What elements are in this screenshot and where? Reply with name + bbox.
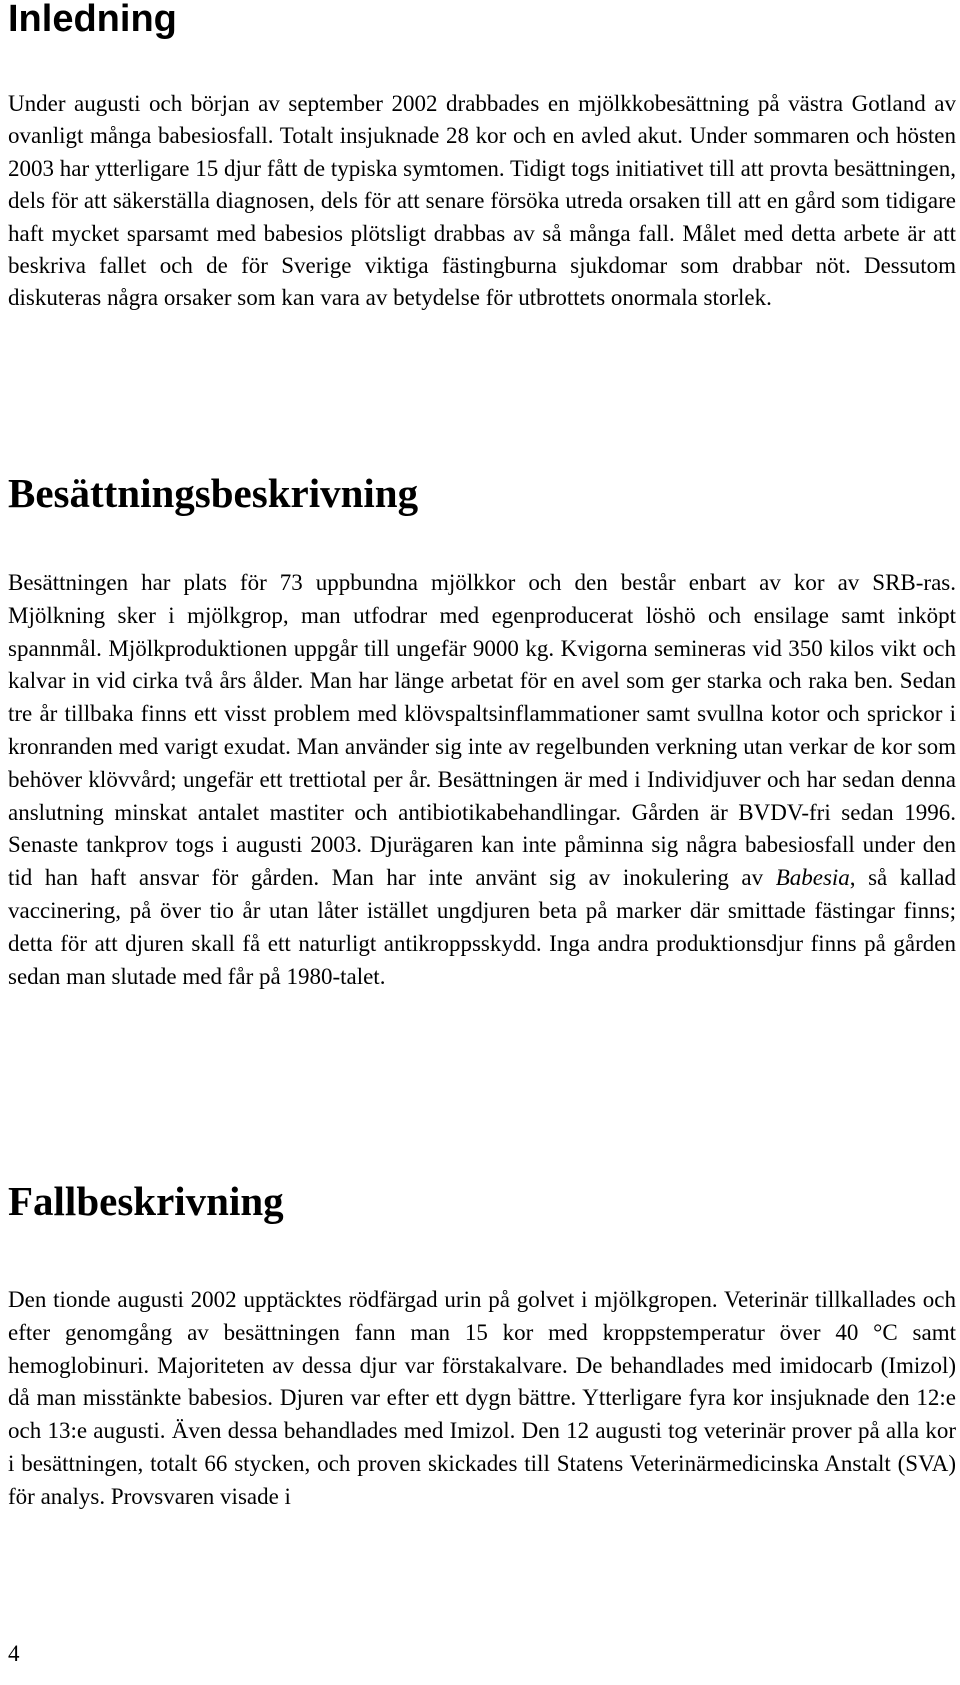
paragraph-fallbeskrivning: Den tionde augusti 2002 upptäcktes rödfärgad urin på golvet i mjölkgropen. Veterinär tillkallades och efter genomgång av besättningen fann man 15 kor med kroppstemperatur över 40 °C samt hemoglobinuri. Majoriteten av dessa djur var förstakalvare. De behandlades med imidocarb (Imizol) då man misstänkte babesios. Djuren var efter ett dygn bättre. Ytterligare fyra kor insjuknade den 12:e och 13:e augusti. Även dessa behandlades med Imizol. Den 12 augusti tog veterinär prover på alla kor i besättningen, totalt 66 stycken, och proven skickades till Statens Veterinärmedicinska Anstalt (SVA) för analys. Provsvaren visade i [8, 1287, 956, 1509]
italic-term-babesia: Babesia [775, 865, 850, 891]
heading-fallbeskrivning: Fallbeskrivning [8, 1178, 284, 1224]
paragraph-text-part: Besättningen har plats för 73 uppbundna mjölkkor och den består enbart av kor av SRB-ras. Mjölkning sker i mjölkgrop, man utfodrar med egenproducerat löshö och ensilage samt inköpt spannmål. Mjölkproduktionen uppgår till ungefär 9000 kg. Kvigorna semineras vid 350 kilos vikt och kalvar in vid cirka två års ålder. Man har länge arbetat för en avel som ger starka och raka ben. Sedan tre år tillbaka finns ett visst problem med klövspaltsinflammationer samt svullna kotor och sprickor i kronranden med varigt exudat. Man använder sig inte av regelbunden verkning utan verkar de kor som behöver klövvård; ungefär ett trettiotal per år. Besättningen är med i Individjuver och har sedan denna anslutning minskat antalet mastiter och antibiotikabehandlingar. Gården är BVDV-fri sedan 1996. Senaste tankprov togs i augusti 2003. Djurägaren kan inte påminna sig några babesiosfall under den tid han haft ansvar för gården. Man har inte använt sig av inokulering av [8, 570, 956, 891]
heading-besattningsbeskrivning: Besättningsbeskrivning [8, 470, 419, 516]
paragraph-besattningsbeskrivning [8, 567, 956, 993]
paragraph-inledning: Under augusti och början av september 2002 drabbades en mjölkkobesättning på västra Gotland av ovanligt många babesiosfall. Totalt insjuknade 28 kor och en avled akut. Under sommaren och hösten 2003 har ytterligare 15 djur fått de typiska symtomen. Tidigt togs initiativet till att provta besättningen, dels för att säkerställa diagnosen, dels för att senare försöka utreda orsaken till att en gård som tidigare haft mycket sparsamt med babesios plötsligt drabbas av så många fall. Målet med detta arbete är att beskriva fallet och de för Sverige viktiga fästingburna sjukdomar som drabbar nöt. Dessutom diskuteras några orsaker som kan vara av betydelse för utbrottets onormala storlek. [8, 91, 956, 311]
page-number: 4 [8, 1641, 20, 1666]
heading-inledning: Inledning [8, 0, 177, 40]
paragraph-text-part: , så kallad vaccinering, på över tio år utan låter istället ungdjuren beta på marker där smittade fästingar finns; detta för att djuren skall få ett naturligt antikroppsskydd. Inga andra produktionsdjur finns på gården sedan man slutade med får på 1980-talet. [8, 865, 956, 989]
